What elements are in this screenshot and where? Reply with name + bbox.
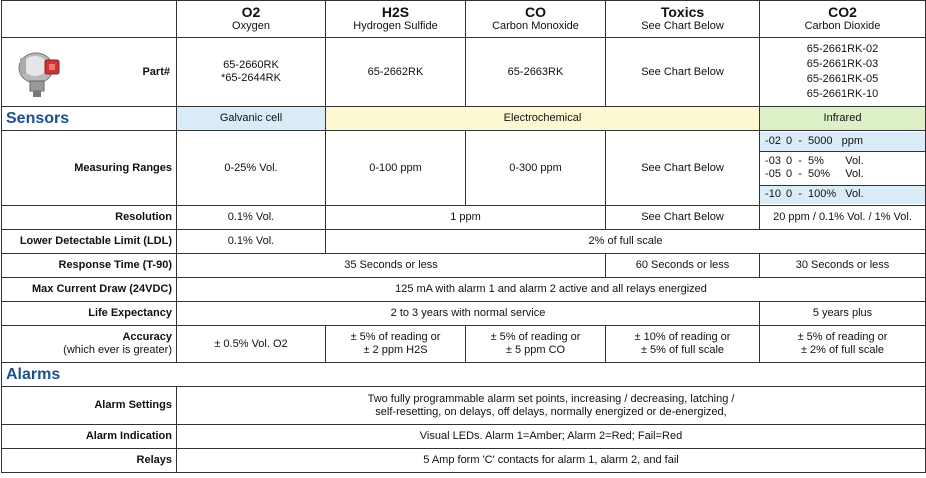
header-co2: CO2 Carbon Dioxide [760, 1, 926, 38]
accuracy-row [2, 326, 926, 363]
ldl-o2: 0.1% Vol. [177, 230, 326, 254]
co2-range-table [760, 132, 925, 204]
accuracy-o2: ± 0.5% Vol. O2 [177, 326, 326, 363]
part-label-cell: Part# [2, 38, 177, 107]
accuracy-note: (which ever is greater) [63, 344, 172, 356]
co2-range-row [760, 185, 925, 204]
alarm-indication-row [2, 425, 926, 449]
measuring-toxics: See Chart Below [606, 131, 760, 206]
spec-table [1, 0, 926, 473]
accuracy-label-cell [2, 326, 177, 363]
resolution-row [2, 206, 926, 230]
alarm-settings-label: Alarm Settings [2, 387, 177, 425]
part-h2s: 65-2662RK [326, 38, 466, 107]
measuring-h2s: 0-100 ppm [326, 131, 466, 206]
resolution-toxics: See Chart Below [606, 206, 760, 230]
alarm-settings-row [2, 387, 926, 425]
alarms-heading: Alarms [2, 363, 177, 387]
measuring-o2: 0-25% Vol. [177, 131, 326, 206]
resolution-label: Resolution [2, 206, 177, 230]
header-co: CO Carbon Monoxide [466, 1, 606, 38]
header-toxics: Toxics See Chart Below [606, 1, 760, 38]
response-toxics: 60 Seconds or less [606, 254, 760, 278]
current-value: 125 mA with alarm 1 and alarm 2 active and all relays energized [177, 278, 926, 302]
current-row [2, 278, 926, 302]
alarms-heading-fill [177, 363, 926, 387]
part-co: 65-2663RK [466, 38, 606, 107]
resolution-o2: 0.1% Vol. [177, 206, 326, 230]
sensors-row [2, 107, 926, 131]
relays-row [2, 449, 926, 473]
ldl-label: Lower Detectable Limit (LDL) [2, 230, 177, 254]
part-toxics: See Chart Below [606, 38, 760, 107]
header-row [2, 1, 926, 38]
life-row [2, 302, 926, 326]
measuring-co: 0-300 ppm [466, 131, 606, 206]
co2-range-row [760, 132, 925, 151]
co2-range-value: 0 - 5000 ppm [786, 132, 925, 151]
alarm-indication-value: Visual LEDs. Alarm 1=Amber; Alarm 2=Red; Fail=Red [177, 425, 926, 449]
resolution-co2: 20 ppm / 0.1% Vol. / 1% Vol. [760, 206, 926, 230]
ldl-row [2, 230, 926, 254]
alarm-settings-value: Two fully programmable alarm set points, increasing / decreasing, latching / self-resetting, on delays, off delays, normally energized or de-energized, [177, 387, 926, 425]
co2-range-code: -02 [760, 132, 786, 151]
accuracy-co2: ± 5% of reading or ± 2% of full scale [760, 326, 926, 363]
corner-cell [2, 1, 177, 38]
part-o2: 65-2660RK *65-2644RK [177, 38, 326, 107]
sensors-heading: Sensors [2, 107, 177, 131]
response-co2: 30 Seconds or less [760, 254, 926, 278]
sensor-electrochemical: Electrochemical [326, 107, 760, 131]
part-co2: 65-2661RK-02 65-2661RK-03 65-2661RK-05 65-2661RK-10 [760, 38, 926, 107]
co2-range-code: -03 -05 [760, 151, 786, 185]
accuracy-label: Accuracy [122, 331, 172, 343]
co2-range-row [760, 151, 925, 185]
gas-detector-image [12, 44, 70, 100]
ldl-rest: 2% of full scale [326, 230, 926, 254]
sensor-galvanic: Galvanic cell [177, 107, 326, 131]
alarms-heading-row [2, 363, 926, 387]
response-label: Response Time (T-90) [2, 254, 177, 278]
alarm-indication-label: Alarm Indication [2, 425, 177, 449]
relays-label: Relays [2, 449, 177, 473]
co2-range-code: -10 [760, 185, 786, 204]
measuring-label: Measuring Ranges [2, 131, 177, 206]
life-label: Life Expectancy [2, 302, 177, 326]
life-main: 2 to 3 years with normal service [177, 302, 760, 326]
measuring-row [2, 131, 926, 206]
co2-range-value: 0 - 100% Vol. [786, 185, 925, 204]
current-label: Max Current Draw (24VDC) [2, 278, 177, 302]
co2-range-value: 0 - 5% Vol. 0 - 50% Vol. [786, 151, 925, 185]
life-co2: 5 years plus [760, 302, 926, 326]
accuracy-h2s: ± 5% of reading or ± 2 ppm H2S [326, 326, 466, 363]
part-row [2, 38, 926, 107]
resolution-h2s-co: 1 ppm [326, 206, 606, 230]
relays-value: 5 Amp form 'C' contacts for alarm 1, alarm 2, and fail [177, 449, 926, 473]
header-h2s: H2S Hydrogen Sulfide [326, 1, 466, 38]
accuracy-toxics: ± 10% of reading or ± 5% of full scale [606, 326, 760, 363]
response-row [2, 254, 926, 278]
header-o2: O2 Oxygen [177, 1, 326, 38]
response-o2-co: 35 Seconds or less [177, 254, 606, 278]
sensor-infrared: Infrared [760, 107, 926, 131]
accuracy-co: ± 5% of reading or ± 5 ppm CO [466, 326, 606, 363]
measuring-co2 [760, 131, 926, 206]
